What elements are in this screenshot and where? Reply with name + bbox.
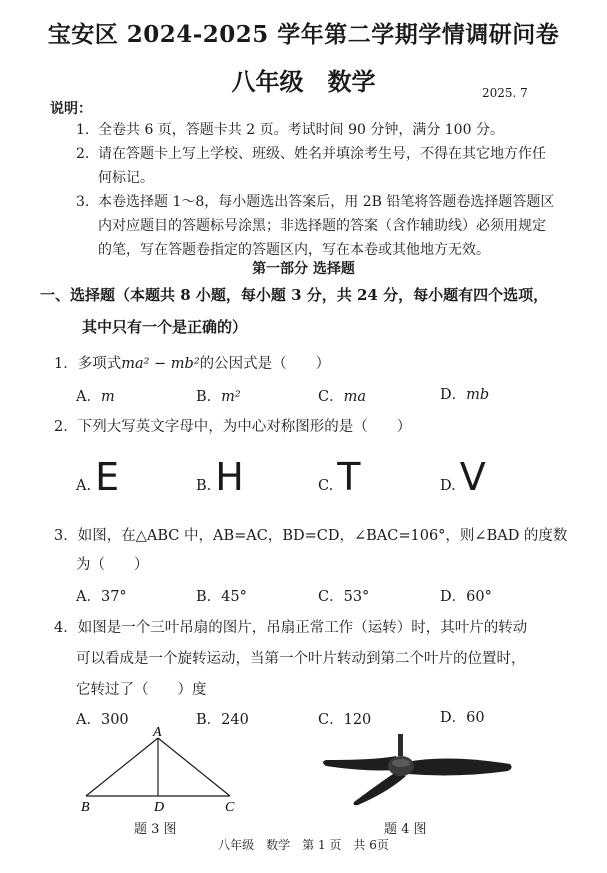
question-number: 2． — [54, 419, 78, 435]
notes-label: 说明： — [50, 101, 92, 117]
option-d[interactable] — [440, 455, 486, 499]
option-value: 300 — [100, 712, 129, 728]
question-2 — [54, 415, 411, 436]
page-title: 宝安区 2024-2025 学年第二学期学情调研问卷 — [47, 21, 560, 48]
option-label: C． — [318, 712, 344, 728]
question-stem: 下列大写英文字母中，为中心对称图形的是（ ） — [77, 419, 412, 435]
page-subtitle: 八年级 数学 — [231, 67, 376, 96]
option-label: A． — [76, 389, 101, 405]
note-number: 3. — [76, 194, 90, 210]
question-3 — [54, 524, 567, 545]
point-d-label: D — [154, 800, 165, 815]
fan-blade-left — [323, 756, 396, 771]
fan-downrod — [398, 734, 403, 756]
option-value: m — [100, 389, 115, 405]
option-label: A. — [76, 478, 92, 494]
option-value: 45° — [221, 589, 247, 605]
question-stem-end: 的公因式是（ ） — [199, 356, 331, 372]
vertex-a-label: A — [153, 725, 162, 740]
option-value: mb — [466, 387, 490, 403]
option-letter: T — [337, 455, 361, 499]
option-label: D． — [440, 589, 467, 605]
note-number: 1. — [76, 122, 90, 138]
question-number: 1． — [54, 356, 78, 372]
question-stem: 如图是一个三叶吊扇的图片，吊扇正常工作（运转）时，其叶片的转动 — [77, 620, 528, 636]
option-value: 37° — [100, 589, 127, 605]
option-d[interactable] — [440, 585, 492, 606]
option-c[interactable] — [318, 708, 371, 729]
option-c[interactable] — [318, 385, 366, 406]
option-a[interactable] — [76, 585, 127, 606]
question-stem: 多项式 — [77, 356, 122, 372]
side-ac — [158, 738, 230, 796]
option-c[interactable] — [318, 455, 360, 499]
fan-motor-highlight — [392, 759, 410, 767]
section-title: 第一部分 选择题 — [252, 261, 355, 277]
option-c[interactable] — [318, 585, 369, 606]
option-label: A． — [76, 589, 101, 605]
question-4-continued: 它转过了（ ）度 — [76, 682, 207, 698]
question-number: 4． — [54, 620, 78, 636]
vertex-b-label: B — [81, 800, 90, 815]
option-label: C. — [318, 478, 334, 494]
option-label: D. — [440, 478, 456, 494]
option-label: B． — [196, 389, 222, 405]
page-footer: 八年级 数学 第 1 页 共 6页 — [218, 838, 389, 852]
option-b[interactable] — [196, 385, 241, 406]
note-number: 2. — [76, 146, 90, 162]
option-letter: V — [459, 455, 486, 499]
option-label: D． — [440, 387, 467, 403]
option-value: 120 — [343, 712, 372, 728]
part-heading: 一、选择题（本题共 8 小题，每小题 3 分，共 24 分，每小题有四个选项， — [40, 286, 549, 304]
option-label: D． — [440, 710, 467, 726]
option-d[interactable] — [440, 383, 489, 404]
note-text: 本卷选择题 1～8，每小题选出答案后，用 2B 铅笔将答题卷选择题答题区内对应题目的答题标号涂黑；非选择题的答案（含作辅助线）必须用规定的笔，写在答题卷指定的答题区内，写在本卷或其他地方无效。 — [98, 194, 555, 258]
option-a[interactable] — [76, 385, 115, 406]
figure-3-caption: 题 3 图 — [134, 822, 177, 837]
ceiling-fan-figure — [318, 734, 518, 814]
fan-blade-right — [406, 758, 512, 775]
figure-4-caption: 题 4 图 — [384, 822, 427, 837]
question-stem: 如图，在△ABC 中，AB=AC，BD=CD，∠BAC=106°，则∠BAD 的度数 — [77, 528, 568, 544]
option-label: C． — [318, 389, 344, 405]
side-ab — [86, 738, 158, 796]
question-3-continued: 为（ ） — [76, 557, 149, 573]
note-text: 全卷共 6 页，答题卡共 2 页。考试时间 90 分钟，满分 100 分。 — [98, 122, 504, 138]
option-letter: H — [215, 455, 244, 499]
triangle-figure — [70, 724, 260, 820]
exam-date: 2025. 7 — [482, 86, 528, 100]
question-number: 3． — [54, 528, 78, 544]
option-value: ma — [343, 389, 367, 405]
note-text: 请在答题卡上写上学校、班级、姓名并填涂考生号，不得在其它地方作任何标记。 — [98, 146, 546, 186]
question-4-continued: 可以看成是一个旋转运动，当第一个叶片转动到第二个叶片的位置时， — [76, 651, 526, 667]
question-1 — [54, 352, 330, 373]
option-b[interactable] — [196, 455, 244, 499]
vertex-c-label: C — [225, 800, 235, 815]
option-value: 60° — [466, 589, 492, 605]
question-math: ma² − mb² — [121, 356, 200, 372]
option-b[interactable] — [196, 585, 247, 606]
question-4 — [54, 616, 527, 637]
option-label: B. — [196, 478, 212, 494]
option-value: 240 — [221, 712, 249, 728]
option-label: B． — [196, 712, 222, 728]
part-heading-continued: 其中只有一个是正确的） — [82, 318, 248, 336]
option-label: A． — [76, 712, 101, 728]
option-d[interactable] — [440, 706, 485, 727]
option-label: B． — [196, 589, 222, 605]
option-value: 60 — [466, 710, 485, 726]
fan-blade-bottom — [354, 772, 407, 805]
option-label: C． — [318, 589, 344, 605]
option-a[interactable] — [76, 455, 119, 499]
option-value: m² — [221, 389, 241, 405]
option-value: 53° — [343, 589, 370, 605]
option-letter: E — [95, 455, 120, 499]
